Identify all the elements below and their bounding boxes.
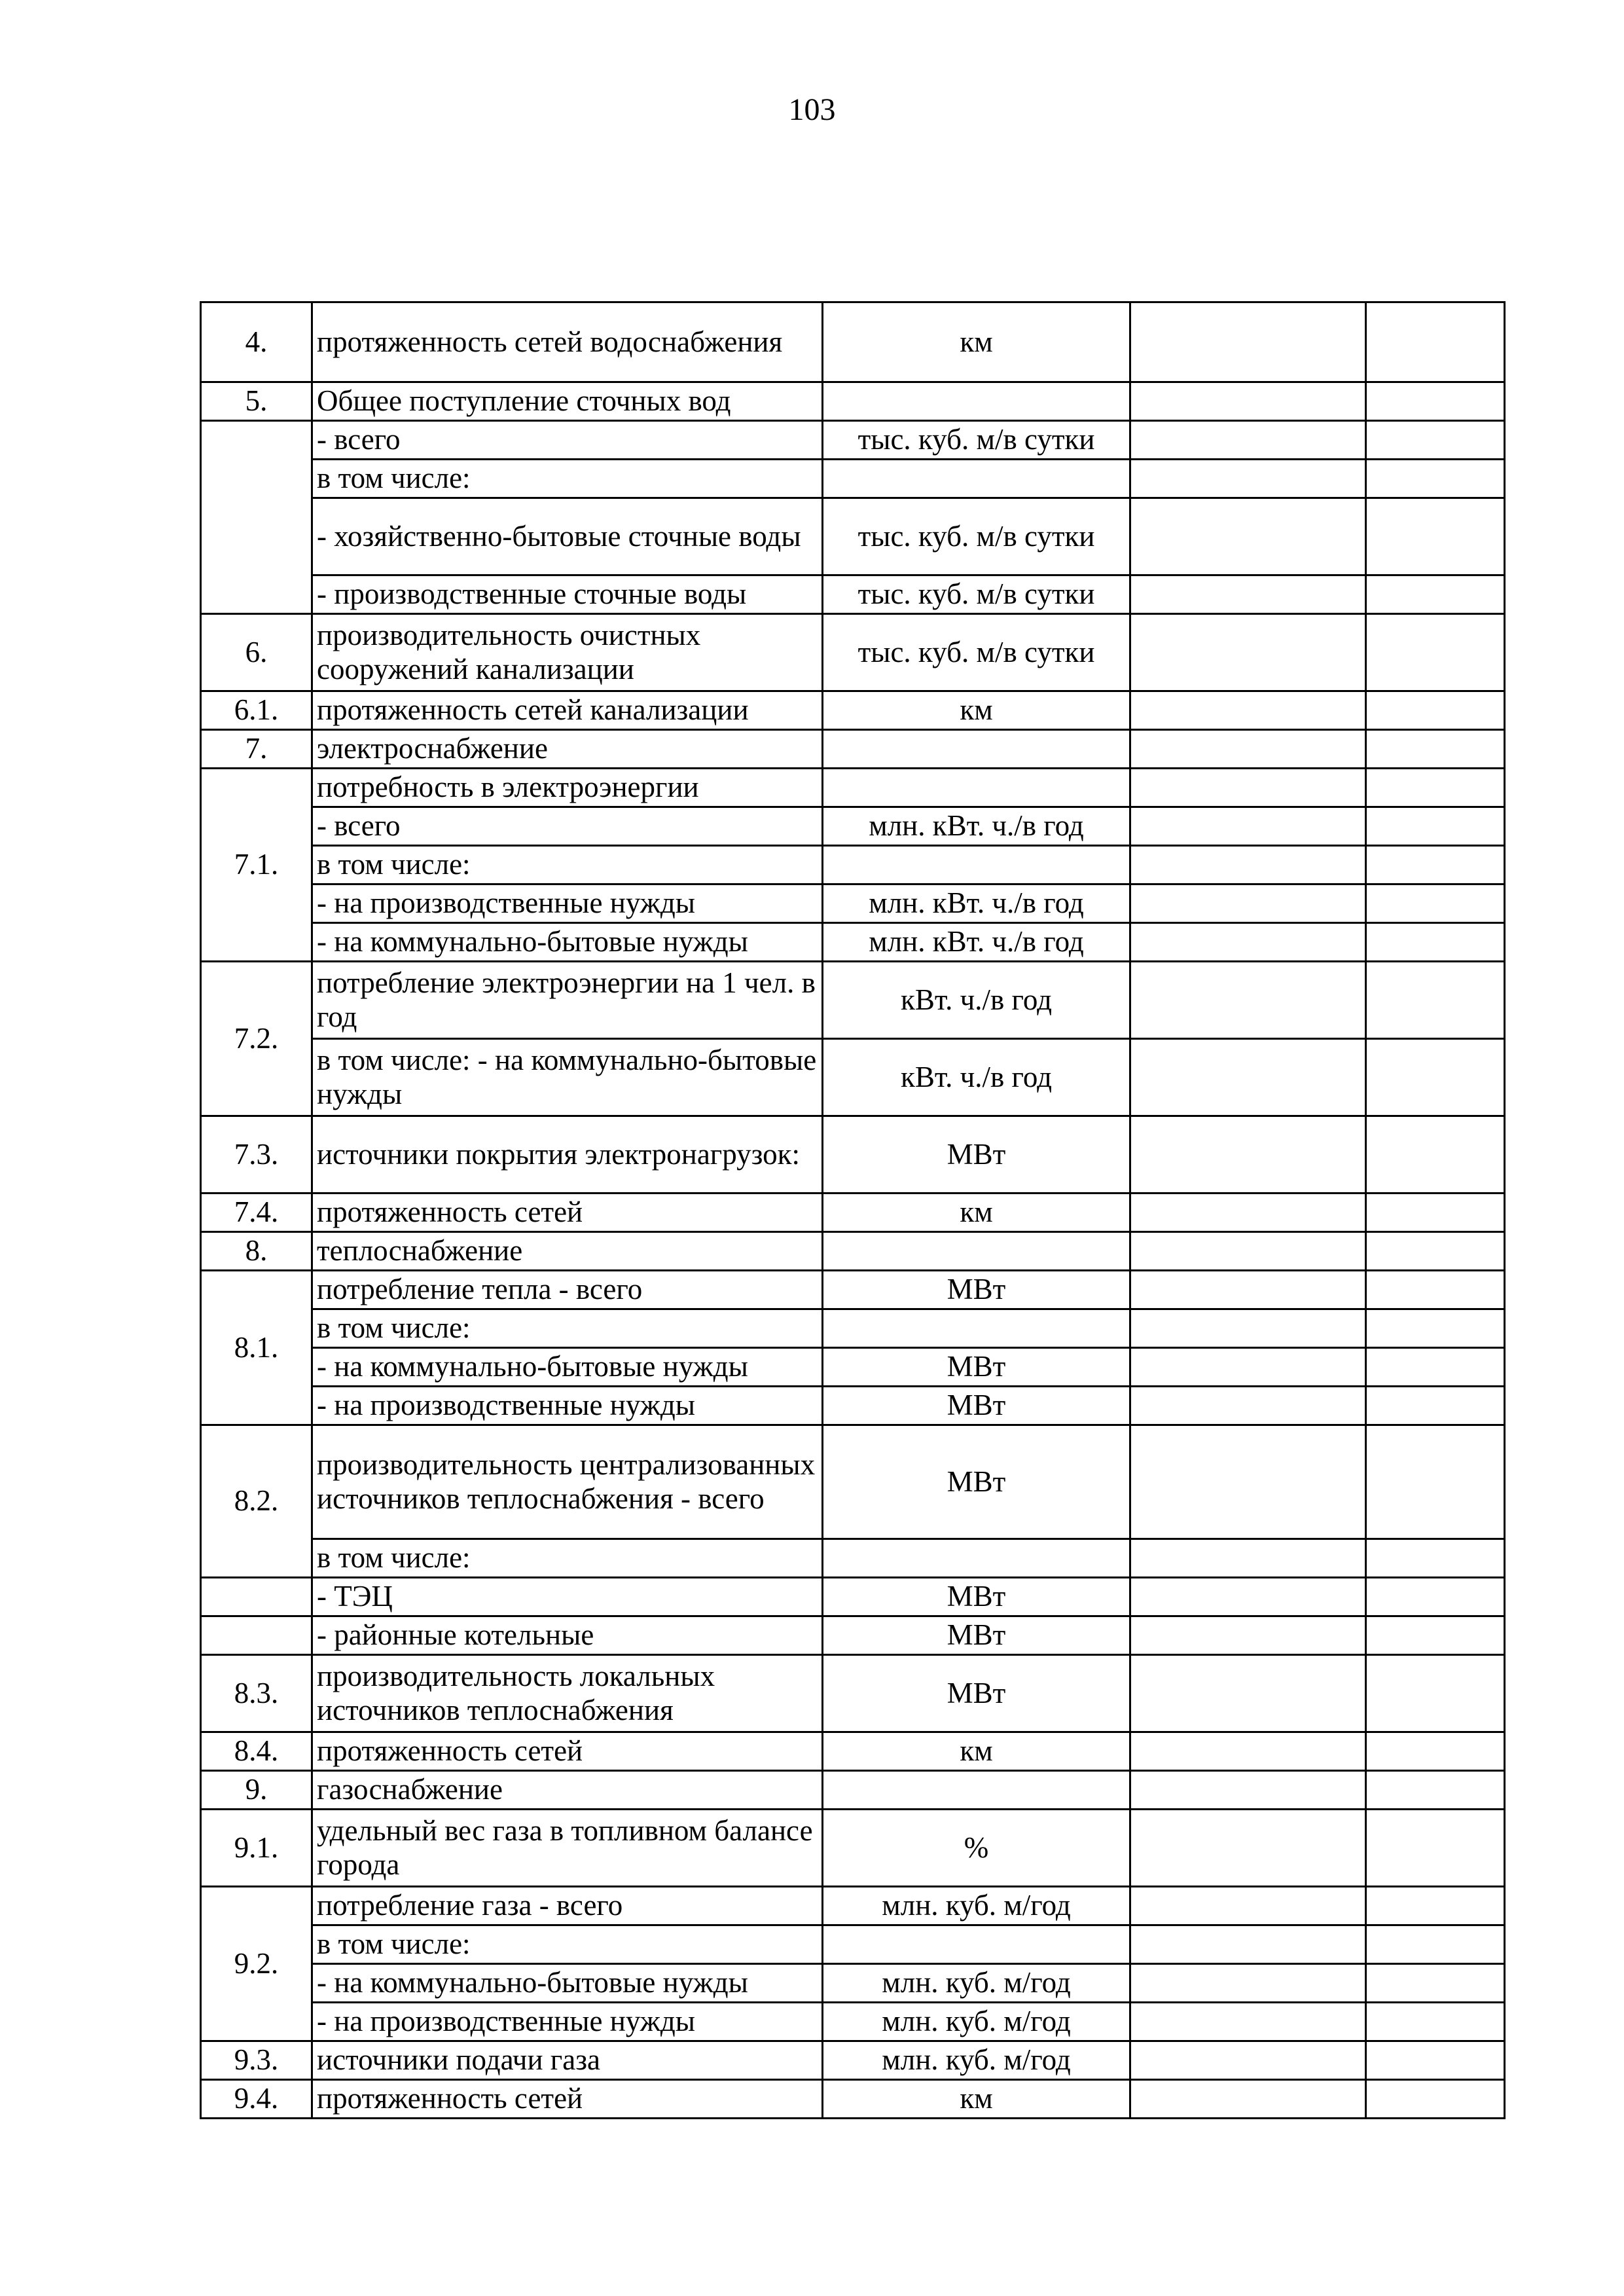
indicator-name: удельный вес газа в топливном балансе города: [312, 1810, 823, 1887]
indicator-name: протяженность сетей: [312, 2080, 823, 2119]
indicator-name: - на производственные нужды: [312, 884, 823, 923]
table-row: [201, 575, 1505, 614]
table-row: [201, 923, 1505, 962]
unit: млн. куб. м/год: [823, 1887, 1130, 1925]
unit: млн. куб. м/год: [823, 2003, 1130, 2041]
unit: млн. куб. м/год: [823, 1964, 1130, 2003]
value-cell: [1130, 1194, 1366, 1232]
row-number: 7.3.: [201, 1116, 312, 1194]
value-cell: [1130, 1732, 1366, 1771]
value-cell: [1130, 1425, 1366, 1539]
table-row: [201, 614, 1505, 691]
value-cell: [1130, 1039, 1366, 1116]
table-row: [201, 691, 1505, 730]
unit: млн. кВт. ч./в год: [823, 807, 1130, 846]
value-cell: [1366, 962, 1505, 1039]
unit: тыс. куб. м/в сутки: [823, 575, 1130, 614]
row-number: 9.: [201, 1771, 312, 1810]
value-cell: [1366, 1348, 1505, 1387]
table-row: [201, 1425, 1505, 1539]
row-number: 7.2.: [201, 962, 312, 1116]
value-cell: [1130, 2003, 1366, 2041]
value-cell: [1366, 884, 1505, 923]
value-cell: [1130, 1578, 1366, 1616]
value-cell: [1130, 498, 1366, 575]
row-number: [201, 1578, 312, 1616]
value-cell: [1366, 1116, 1505, 1194]
value-cell: [1130, 1655, 1366, 1732]
table-row: [201, 1810, 1505, 1887]
indicator-name: потребление электроэнергии на 1 чел. в год: [312, 962, 823, 1039]
unit: [823, 1925, 1130, 1964]
value-cell: [1366, 1925, 1505, 1964]
value-cell: [1130, 1616, 1366, 1655]
value-cell: [1366, 1578, 1505, 1616]
unit: кВт. ч./в год: [823, 1039, 1130, 1116]
row-number: 8.1.: [201, 1271, 312, 1425]
indicator-name: источники подачи газа: [312, 2041, 823, 2080]
table-row: [201, 1655, 1505, 1732]
row-number: 7.: [201, 730, 312, 769]
unit: км: [823, 691, 1130, 730]
table-row: [201, 1887, 1505, 1925]
unit: [823, 1771, 1130, 1810]
row-number: 9.2.: [201, 1887, 312, 2041]
row-number: 8.2.: [201, 1425, 312, 1578]
table-row: [201, 1771, 1505, 1810]
row-number: 9.4.: [201, 2080, 312, 2119]
table-row: [201, 1271, 1505, 1309]
unit: [823, 1309, 1130, 1348]
value-cell: [1130, 691, 1366, 730]
indicator-name: - хозяйственно-бытовые сточные воды: [312, 498, 823, 575]
table-row: [201, 962, 1505, 1039]
value-cell: [1130, 769, 1366, 807]
value-cell: [1366, 421, 1505, 460]
row-number: 5.: [201, 382, 312, 421]
value-cell: [1366, 1425, 1505, 1539]
value-cell: [1130, 1387, 1366, 1425]
indicator-name: протяженность сетей: [312, 1732, 823, 1771]
table-row: [201, 382, 1505, 421]
unit: МВт: [823, 1348, 1130, 1387]
indicator-name: потребление тепла - всего: [312, 1271, 823, 1309]
indicator-name: - производственные сточные воды: [312, 575, 823, 614]
value-cell: [1366, 2041, 1505, 2080]
value-cell: [1130, 1539, 1366, 1578]
unit: тыс. куб. м/в сутки: [823, 498, 1130, 575]
value-cell: [1366, 1616, 1505, 1655]
indicator-name: теплоснабжение: [312, 1232, 823, 1271]
indicator-name: - на коммунально-бытовые нужды: [312, 923, 823, 962]
indicator-name: в том числе:: [312, 846, 823, 884]
table-row: [201, 1039, 1505, 1116]
value-cell: [1130, 2080, 1366, 2119]
row-number: 6.: [201, 614, 312, 691]
table-row: [201, 730, 1505, 769]
indicator-name: газоснабжение: [312, 1771, 823, 1810]
table-row: [201, 807, 1505, 846]
table-row: [201, 2080, 1505, 2119]
table-row: [201, 884, 1505, 923]
indicator-name: - на коммунально-бытовые нужды: [312, 1348, 823, 1387]
unit: МВт: [823, 1655, 1130, 1732]
indicator-name: Общее поступление сточных вод: [312, 382, 823, 421]
table-row: [201, 498, 1505, 575]
indicator-name: источники покрытия электронагрузок:: [312, 1116, 823, 1194]
indicators-table: [200, 301, 1506, 2119]
value-cell: [1366, 2080, 1505, 2119]
row-number: 7.4.: [201, 1194, 312, 1232]
value-cell: [1130, 1271, 1366, 1309]
value-cell: [1130, 923, 1366, 962]
page-number: 103: [788, 92, 836, 127]
indicator-name: в том числе: - на коммунально-бытовые нужды: [312, 1039, 823, 1116]
row-number: 9.1.: [201, 1810, 312, 1887]
unit: млн. кВт. ч./в год: [823, 923, 1130, 962]
unit: км: [823, 1194, 1130, 1232]
value-cell: [1130, 1309, 1366, 1348]
table-row: [201, 1116, 1505, 1194]
value-cell: [1366, 1810, 1505, 1887]
indicator-name: протяженность сетей водоснабжения: [312, 302, 823, 382]
indicator-name: - районные котельные: [312, 1616, 823, 1655]
value-cell: [1130, 1964, 1366, 2003]
table-row: [201, 1232, 1505, 1271]
row-number: 9.3.: [201, 2041, 312, 2080]
value-cell: [1366, 691, 1505, 730]
row-number: 8.4.: [201, 1732, 312, 1771]
value-cell: [1366, 923, 1505, 962]
unit: тыс. куб. м/в сутки: [823, 421, 1130, 460]
value-cell: [1130, 730, 1366, 769]
unit: тыс. куб. м/в сутки: [823, 614, 1130, 691]
indicator-name: производительность очистных сооружений канализации: [312, 614, 823, 691]
unit: МВт: [823, 1578, 1130, 1616]
unit: км: [823, 2080, 1130, 2119]
value-cell: [1366, 2003, 1505, 2041]
value-cell: [1366, 1732, 1505, 1771]
value-cell: [1366, 1232, 1505, 1271]
indicator-name: в том числе:: [312, 1539, 823, 1578]
row-number: 7.1.: [201, 769, 312, 962]
indicator-name: в том числе:: [312, 1925, 823, 1964]
value-cell: [1130, 302, 1366, 382]
indicator-name: - на производственные нужды: [312, 1387, 823, 1425]
table-row: [201, 846, 1505, 884]
table-row: [201, 1309, 1505, 1348]
table-row: [201, 1194, 1505, 1232]
indicator-name: протяженность сетей: [312, 1194, 823, 1232]
value-cell: [1130, 884, 1366, 923]
row-number: 8.: [201, 1232, 312, 1271]
table-row: [201, 421, 1505, 460]
indicator-name: - ТЭЦ: [312, 1578, 823, 1616]
value-cell: [1366, 1271, 1505, 1309]
unit: км: [823, 1732, 1130, 1771]
value-cell: [1366, 1964, 1505, 2003]
indicator-name: в том числе:: [312, 460, 823, 498]
value-cell: [1366, 769, 1505, 807]
unit: [823, 730, 1130, 769]
value-cell: [1366, 1387, 1505, 1425]
value-cell: [1130, 382, 1366, 421]
value-cell: [1366, 846, 1505, 884]
indicator-name: - на производственные нужды: [312, 2003, 823, 2041]
value-cell: [1366, 1039, 1505, 1116]
value-cell: [1366, 1539, 1505, 1578]
value-cell: [1130, 575, 1366, 614]
table-row: [201, 1964, 1505, 2003]
value-cell: [1130, 807, 1366, 846]
value-cell: [1366, 1309, 1505, 1348]
value-cell: [1130, 846, 1366, 884]
value-cell: [1130, 1232, 1366, 1271]
table-row: [201, 1387, 1505, 1425]
unit: МВт: [823, 1425, 1130, 1539]
value-cell: [1130, 1887, 1366, 1925]
unit: МВт: [823, 1616, 1130, 1655]
value-cell: [1130, 460, 1366, 498]
unit: МВт: [823, 1271, 1130, 1309]
table-row: [201, 2003, 1505, 2041]
indicator-name: - на коммунально-бытовые нужды: [312, 1964, 823, 2003]
unit: [823, 1232, 1130, 1271]
value-cell: [1130, 2041, 1366, 2080]
unit: [823, 460, 1130, 498]
value-cell: [1366, 460, 1505, 498]
value-cell: [1366, 498, 1505, 575]
unit: кВт. ч./в год: [823, 962, 1130, 1039]
value-cell: [1130, 962, 1366, 1039]
indicator-name: - всего: [312, 807, 823, 846]
indicator-name: потребность в электроэнергии: [312, 769, 823, 807]
value-cell: [1130, 1116, 1366, 1194]
indicator-name: электроснабжение: [312, 730, 823, 769]
unit: млн. кВт. ч./в год: [823, 884, 1130, 923]
value-cell: [1366, 575, 1505, 614]
unit: [823, 1539, 1130, 1578]
table-row: [201, 1925, 1505, 1964]
unit: МВт: [823, 1387, 1130, 1425]
value-cell: [1366, 807, 1505, 846]
value-cell: [1366, 730, 1505, 769]
value-cell: [1366, 382, 1505, 421]
unit: млн. куб. м/год: [823, 2041, 1130, 2080]
table-row: [201, 460, 1505, 498]
table-row: [201, 1348, 1505, 1387]
indicator-name: производительность локальных источников теплоснабжения: [312, 1655, 823, 1732]
value-cell: [1130, 614, 1366, 691]
unit: [823, 846, 1130, 884]
unit: км: [823, 302, 1130, 382]
table-row: [201, 1732, 1505, 1771]
row-number: [201, 421, 312, 614]
unit: %: [823, 1810, 1130, 1887]
row-number: 6.1.: [201, 691, 312, 730]
value-cell: [1366, 614, 1505, 691]
table-row: [201, 1539, 1505, 1578]
table-row: [201, 1616, 1505, 1655]
indicator-name: потребление газа - всего: [312, 1887, 823, 1925]
value-cell: [1366, 1655, 1505, 1732]
value-cell: [1130, 421, 1366, 460]
unit: [823, 382, 1130, 421]
unit: [823, 769, 1130, 807]
row-number: [201, 1616, 312, 1655]
value-cell: [1366, 302, 1505, 382]
value-cell: [1366, 1887, 1505, 1925]
value-cell: [1130, 1771, 1366, 1810]
value-cell: [1130, 1810, 1366, 1887]
row-number: 4.: [201, 302, 312, 382]
value-cell: [1130, 1348, 1366, 1387]
indicator-name: в том числе:: [312, 1309, 823, 1348]
unit: МВт: [823, 1116, 1130, 1194]
value-cell: [1130, 1925, 1366, 1964]
indicator-name: - всего: [312, 421, 823, 460]
table-row: [201, 769, 1505, 807]
table-row: [201, 2041, 1505, 2080]
value-cell: [1366, 1771, 1505, 1810]
table-row: [201, 1578, 1505, 1616]
value-cell: [1366, 1194, 1505, 1232]
indicator-name: производительность централизованных источников теплоснабжения - всего: [312, 1425, 823, 1539]
table-row: [201, 302, 1505, 382]
indicator-name: протяженность сетей канализации: [312, 691, 823, 730]
row-number: 8.3.: [201, 1655, 312, 1732]
